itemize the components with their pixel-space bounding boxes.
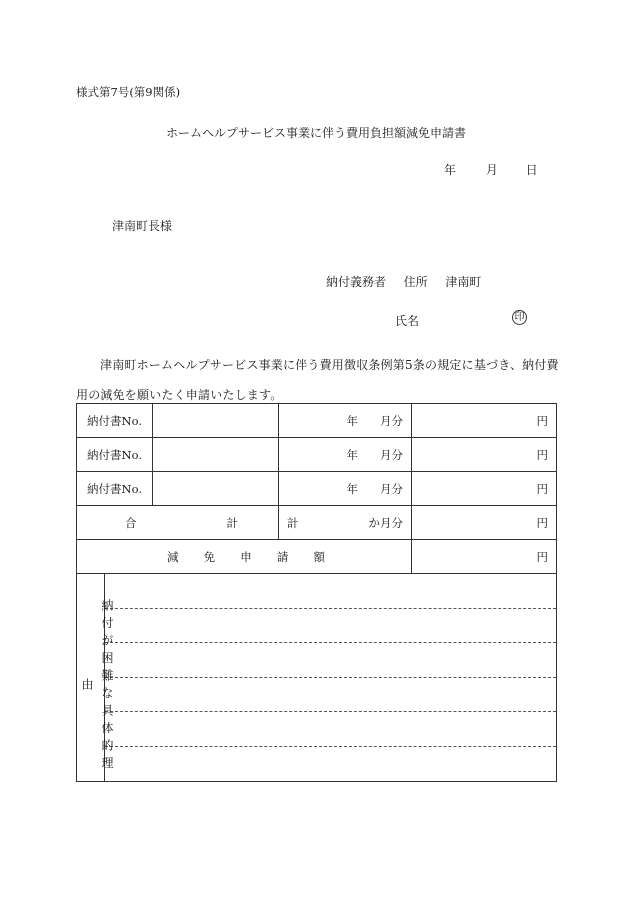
table-row [77, 404, 557, 438]
reduction-char: 請 [276, 549, 289, 564]
payment-slip-number-cell[interactable] [153, 438, 279, 472]
total-label [77, 506, 279, 540]
payment-slip-label: 納付書No. [77, 438, 153, 472]
reduction-char: 減 [167, 549, 179, 564]
date-line [444, 161, 538, 178]
year-label: 年 [346, 447, 359, 462]
total-months-suffix: か月分 [368, 515, 404, 530]
addressee: 津南町長様 [112, 219, 173, 233]
address-label: 住所 [403, 275, 428, 289]
applicant-line [326, 273, 481, 290]
total-char: 合 [125, 515, 137, 530]
reason-line[interactable] [105, 643, 556, 678]
month-label: 月分 [380, 481, 404, 496]
reason-line[interactable] [105, 574, 556, 609]
reduction-char: 額 [313, 549, 325, 564]
payment-slip-label: 納付書No. [77, 404, 153, 438]
period-cell[interactable] [279, 404, 412, 438]
name-label: 氏名 [395, 314, 420, 328]
period-cell[interactable] [279, 472, 412, 506]
payment-table [76, 403, 557, 782]
total-months-prefix: 計 [287, 515, 299, 530]
reduction-char: 免 [203, 549, 216, 564]
amount-cell[interactable]: 円 [412, 404, 557, 438]
payment-slip-number-cell[interactable] [153, 404, 279, 438]
request-statement: 津南町ホームヘルプサービス事業に伴う費用徴収条例第5条の規定に基づき、納付費用の減免を願いたく申請いたします。 [76, 358, 559, 402]
address-value: 津南町 [445, 275, 482, 289]
reason-input-area[interactable] [105, 574, 557, 782]
date-year-label: 年 [444, 163, 457, 177]
amount-cell[interactable]: 円 [412, 438, 557, 472]
reason-label-cell [77, 574, 114, 782]
document-title: ホームヘルプサービス事業に伴う費用負担額減免申請書 [166, 126, 467, 140]
reduction-char: 申 [240, 549, 252, 564]
applicant-role: 納付義務者 [326, 275, 387, 289]
year-label: 年 [346, 481, 359, 496]
payment-slip-label: 納付書No. [77, 472, 153, 506]
month-label: 月分 [380, 447, 404, 462]
form-number: 様式第7号(第9関係) [76, 85, 181, 99]
date-month-label: 月 [485, 163, 498, 177]
reason-line[interactable] [105, 712, 556, 747]
table-row-total [77, 506, 557, 540]
payment-slip-number-cell[interactable] [153, 472, 279, 506]
table-row [77, 472, 557, 506]
reason-line[interactable] [105, 747, 556, 782]
reduction-amount-cell[interactable]: 円 [412, 540, 557, 574]
total-char: 計 [226, 515, 239, 530]
seal-icon: 印 [512, 310, 527, 325]
year-label: 年 [346, 413, 359, 428]
total-amount-cell[interactable]: 円 [412, 506, 557, 540]
total-months-cell[interactable] [279, 506, 412, 540]
reason-label: 納付が困難な具体的理由 [80, 599, 114, 774]
reduction-amount-label [77, 540, 412, 574]
date-day-label: 日 [525, 163, 538, 177]
table-row-reason [77, 574, 557, 782]
reason-line[interactable] [105, 678, 556, 713]
amount-cell[interactable]: 円 [412, 472, 557, 506]
month-label: 月分 [380, 413, 404, 428]
table-row-reduction [77, 540, 557, 574]
table-row [77, 438, 557, 472]
period-cell[interactable] [279, 438, 412, 472]
reason-line[interactable] [105, 609, 556, 644]
